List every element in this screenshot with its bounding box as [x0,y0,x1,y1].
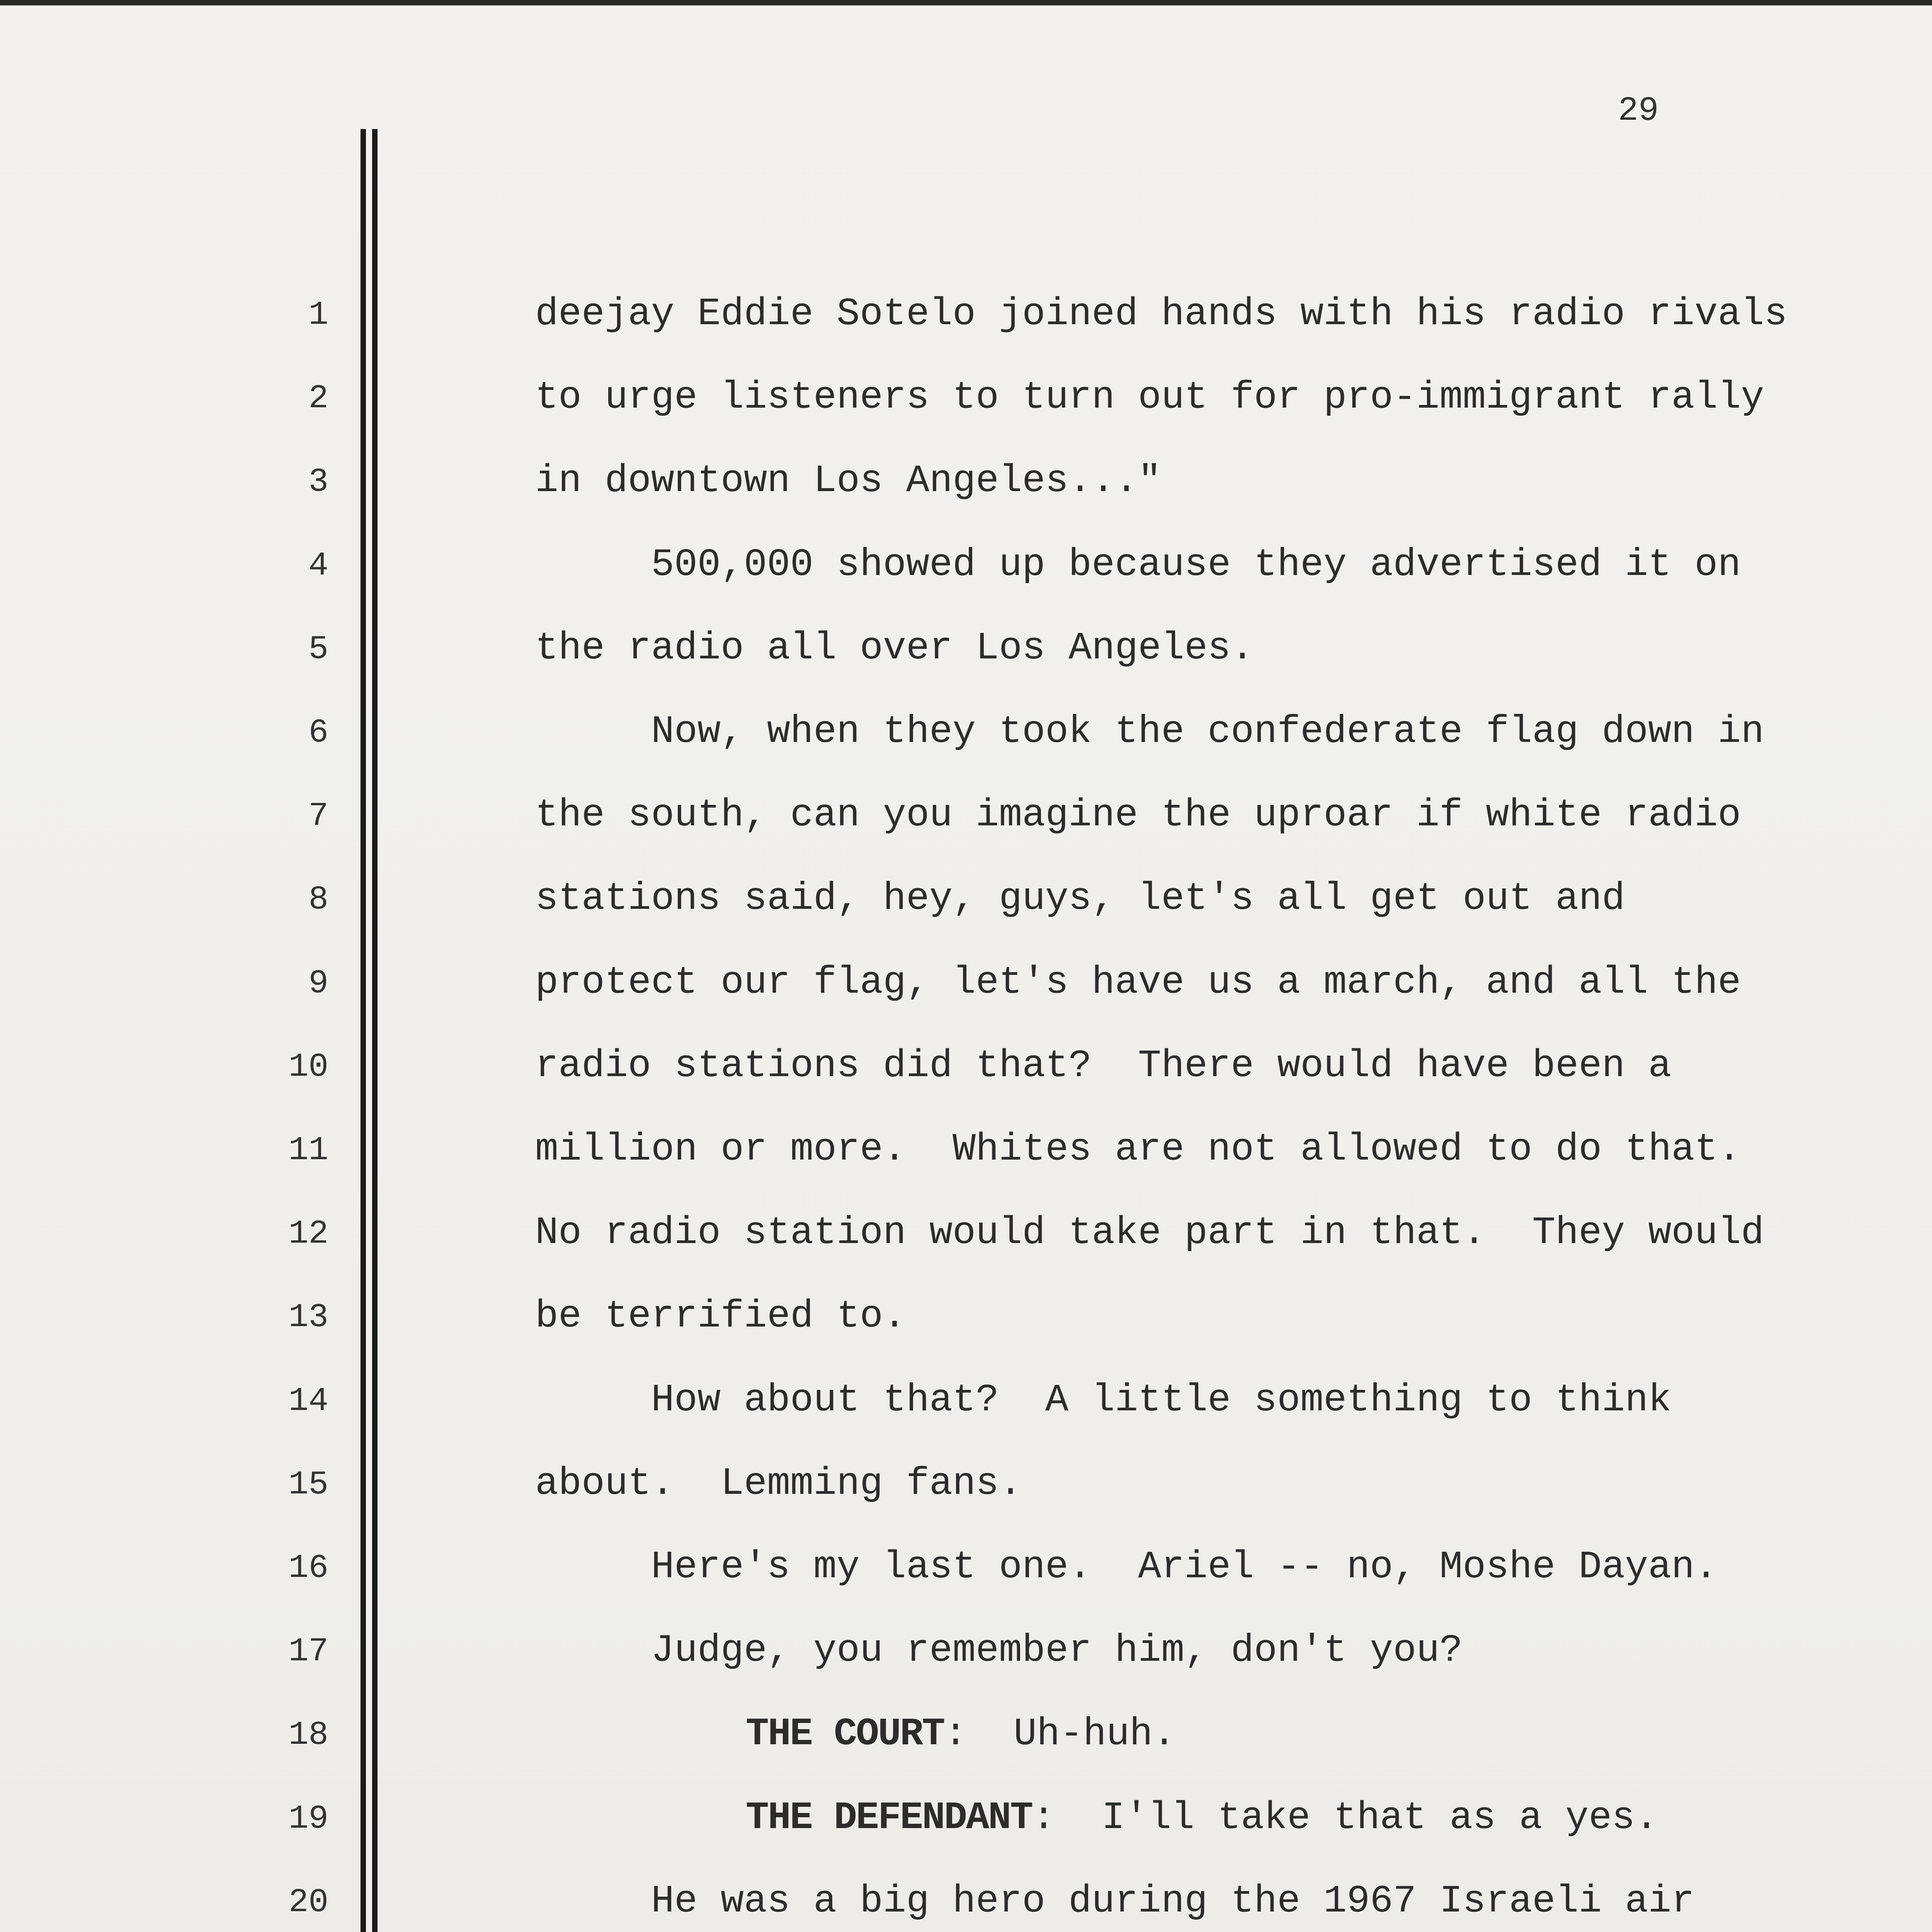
line-text: stations said, hey, guys, let's all get out and [535,877,1625,921]
transcript-line [746,1715,1176,1754]
line-text: He was a big hero during the 1967 Israeli air [651,1880,1695,1923]
transcript-line [535,629,1254,668]
transcript-line [535,1211,1764,1255]
transcript-line [535,1044,1672,1088]
line-text: Judge, you remember him, don't you? [651,1629,1463,1673]
line-number: 20 [288,1883,328,1921]
transcript-line [535,376,1764,420]
line-number: 18 [288,1716,328,1754]
line-text: 500,000 showed up because they advertised it on [651,543,1741,587]
line-text: protect our flag, let's have us a march, and all the [535,961,1741,1005]
line-number: 6 [308,714,328,752]
line-text: the south, can you imagine the uproar if white radio [535,794,1741,837]
transcript-line [651,1880,1695,1923]
speaker-label: THE DEFENDANT [746,1796,1032,1840]
transcript-line [535,1295,906,1338]
line-text: be terrified to. [535,1295,906,1338]
line-number: 7 [308,797,328,835]
transcript-line [535,459,1162,503]
line-number: 13 [288,1298,328,1336]
line-number: 10 [288,1048,328,1086]
line-text: No radio station would take part in that. They would [535,1211,1764,1255]
transcript-line [535,796,1741,835]
line-number: 11 [288,1131,328,1169]
line-number: 4 [308,547,328,585]
transcript-line [651,543,1741,587]
line-text: deejay Eddie Sotelo joined hands with his radio rivals [535,293,1787,336]
line-text: in downtown Los Angeles..." [535,459,1162,503]
transcript-line [651,1548,1718,1587]
line-text: about. Lemming fans. [535,1462,1022,1506]
line-text: Now, when they took the confederate flag down in [651,710,1764,754]
scan-top-edge [0,0,1932,5]
line-number: 14 [288,1382,328,1420]
line-number: 5 [308,630,328,668]
line-number: 3 [308,463,328,501]
line-number: 17 [288,1633,328,1670]
line-number: 1 [308,296,328,334]
transcript-line [651,1629,1463,1673]
transcript-line [535,1128,1741,1172]
line-number: 16 [288,1549,328,1587]
transcript-line [535,295,1787,334]
line-number: 9 [308,964,328,1002]
line-text: the radio all over Los Angeles. [535,627,1254,670]
line-text: Here's my last one. Ariel -- no, Moshe Dayan. [651,1546,1718,1589]
speaker-label: THE COURT [746,1713,944,1756]
transcript-line [535,1462,1022,1506]
line-text: to urge listeners to turn out for pro-immigrant rally [535,376,1764,420]
transcript-line [651,1381,1671,1420]
line-number: 8 [308,881,328,918]
transcript-page [0,5,1932,1932]
line-number: 19 [288,1800,328,1838]
transcript-line [651,710,1764,754]
line-text: radio stations did that? There would have been a [535,1044,1672,1088]
margin-rule-right [372,129,378,1932]
line-number: 2 [308,379,328,417]
line-text: How about that? A little something to think [651,1379,1672,1422]
line-text: : Uh-huh. [944,1713,1176,1756]
line-text: million or more. Whites are not allowed to do that. [535,1128,1741,1172]
transcript-line [746,1796,1658,1840]
line-number: 12 [288,1215,328,1253]
line-number: 15 [288,1466,328,1503]
page-number: 29 [1618,92,1659,130]
transcript-line [535,877,1625,921]
transcript-line [535,961,1741,1005]
line-text: : I'll take that as a yes. [1032,1796,1658,1840]
margin-rule-left [361,129,366,1932]
